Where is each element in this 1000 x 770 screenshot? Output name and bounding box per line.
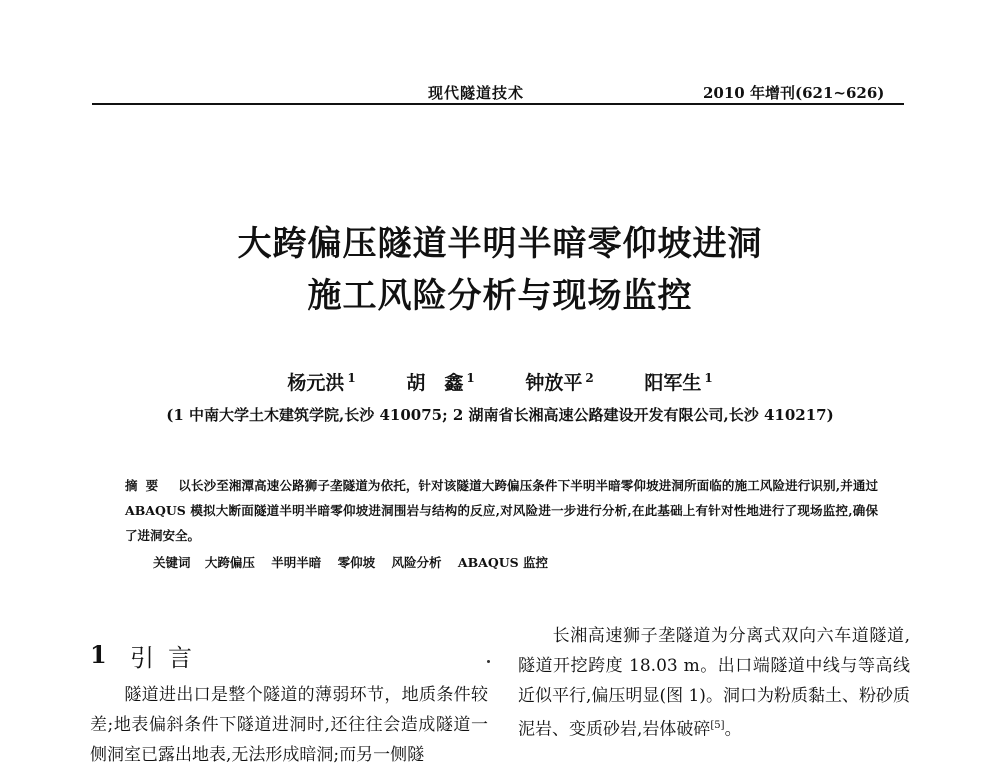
- author-affiliation-mark: 2: [585, 370, 594, 385]
- keyword: ABAQUS 监控: [457, 555, 549, 570]
- author: [287, 368, 355, 395]
- author-name: 杨元洪: [287, 372, 345, 394]
- keywords-line: [153, 553, 560, 571]
- author-affiliation-mark: 1: [347, 370, 356, 385]
- paragraph-text: 长湘高速狮子垄隧道为分离式双向六车道隧道,隧道开挖跨度 18.03 m。出口端隧道中线与等高线近似平行,偏压明显(图 1)。洞口为粉质黏土、粉砂质泥岩、变质砂岩,岩体破碎: [518, 626, 910, 740]
- keyword: 半明半暗: [271, 555, 322, 570]
- author-name: 钟放平: [525, 372, 583, 394]
- author-list: [0, 368, 1000, 395]
- stray-dot: [487, 660, 490, 663]
- running-header-journal: 现代隧道技术: [428, 84, 525, 102]
- author-affiliation-mark: 1: [704, 370, 713, 385]
- citation-mark: [5]: [710, 720, 725, 731]
- author: [525, 368, 593, 395]
- abstract-text: 以长沙至湘潭高速公路狮子垄隧道为依托，针对该隧道大跨偏压条件下半明半暗零仰坡进洞所面临的施工风险进行识别,并通过 ABAQUS 模拟大断面隧道半明半暗零仰坡进洞围岩与结构的反应,对风险进一步进行分析,在此基础上有针对性地进行了现场监控,确保了进洞安全。: [125, 478, 878, 543]
- abstract-label: 摘要: [125, 478, 167, 493]
- body-paragraph-right: [518, 621, 910, 745]
- keyword: 零仰坡: [337, 555, 376, 570]
- section-number: 1: [90, 640, 107, 669]
- abstract-block: [125, 473, 878, 548]
- keyword: 风险分析: [391, 555, 442, 570]
- header-rule: [92, 103, 904, 105]
- author: [644, 368, 712, 395]
- author-name: 阳军生: [644, 372, 702, 394]
- section-title: 引言: [130, 644, 206, 672]
- keywords-label: 关键词: [153, 555, 191, 570]
- author-name: 胡 鑫: [406, 372, 464, 394]
- running-header-issue: 2010 年增刊(621~626): [703, 84, 885, 102]
- affiliation-line: (1 中南大学土木建筑学院,长沙 410075; 2 湖南省长湘高速公路建设开发有限公司,长沙 410217): [166, 406, 834, 424]
- keyword: 大跨偏压: [204, 555, 255, 570]
- author-affiliation-mark: 1: [466, 370, 475, 385]
- body-paragraph-left: [90, 680, 488, 770]
- paper-title-line1: 大跨偏压隧道半明半暗零仰坡进洞: [237, 224, 763, 264]
- paragraph-end-mark: 。: [724, 719, 742, 740]
- paper-title-line2: 施工风险分析与现场监控: [307, 276, 693, 316]
- paragraph-text: 隧道进出口是整个隧道的薄弱环节，地质条件较差;地表偏斜条件下隧道进洞时,还往往会造成隧道一侧洞室已露出地表,无法形成暗洞;而另一侧隧: [90, 685, 488, 765]
- author: [406, 368, 474, 395]
